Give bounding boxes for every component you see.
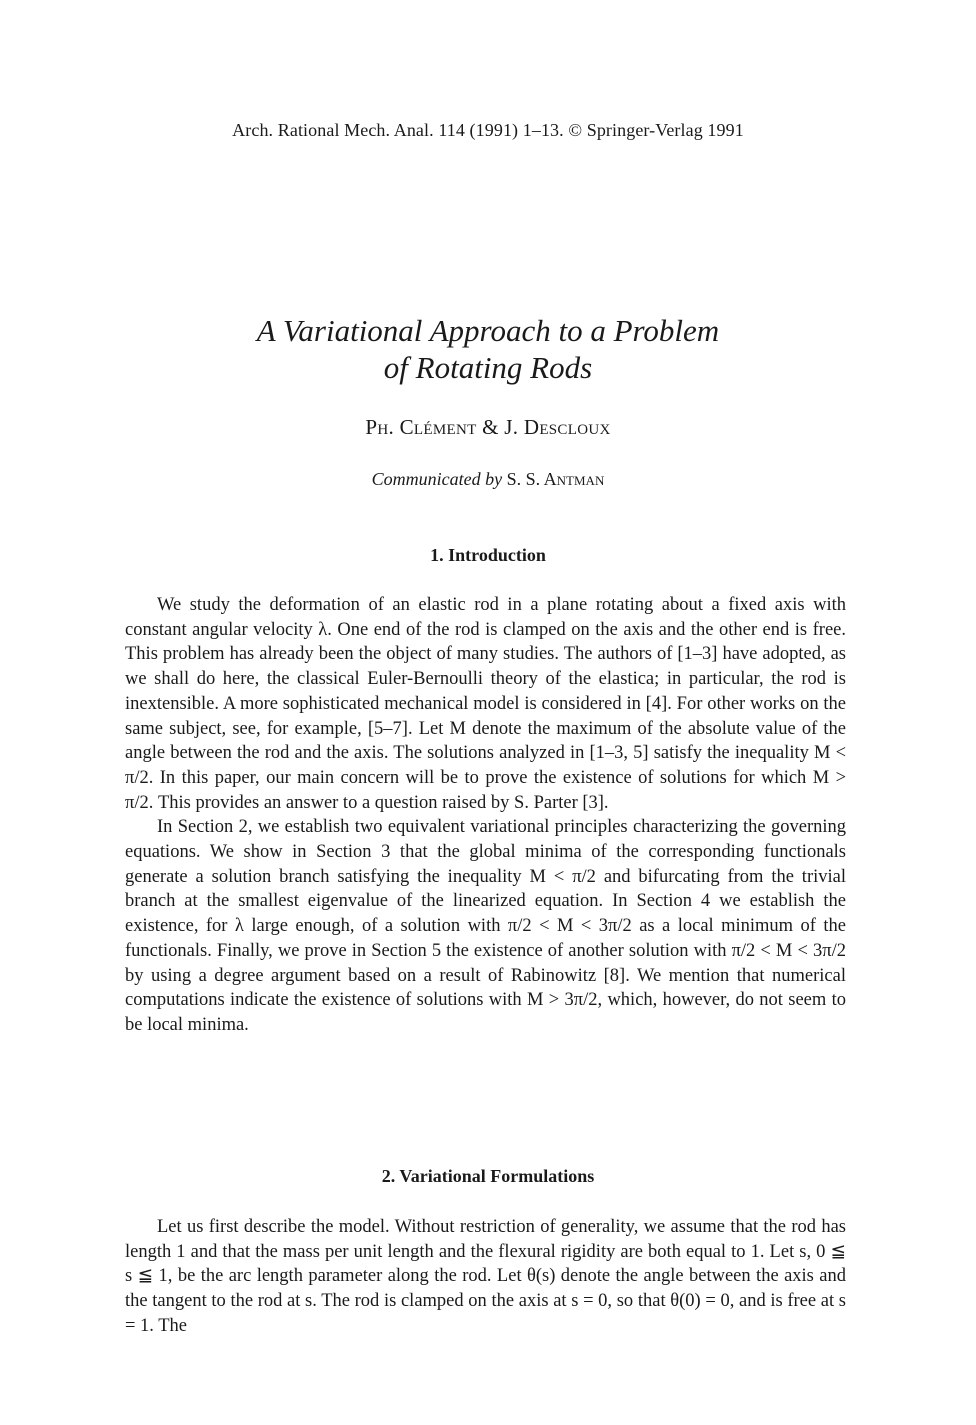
section-heading-introduction: 1. Introduction (430, 545, 546, 565)
section-heading-variational-formulations: 2. Variational Formulations (381, 1166, 595, 1186)
section-body-variational-formulations (125, 1215, 846, 1339)
paper-title (0, 312, 976, 386)
paragraph: In Section 2, we establish two equivalent variational principles characterizing the governing equations. We show in Section 3 that the global minima of the corresponding functionals generate a solution branch satisfying the inequality M < π/2 and bifurcating from the trivial branch at the smallest eigenvalue of the linearized equation. In Section 4 we establish the existence, for λ large enough, of a solution with π/2 < M < 3π/2 as a local minimum of the functionals. Finally, we prove in Section 5 the existence of another solution with π/2 < M < 3π/2 by using a degree argument based on a result of Rabinowitz [8]. We mention that numerical computations indicate the existence of solutions with M > 3π/2, which, however, do not seem to be local minima. (125, 817, 846, 1035)
communicated-by (0, 469, 976, 490)
journal-header: Arch. Rational Mech. Anal. 114 (1991) 1–13. © Springer-Verlag 1991 (232, 120, 744, 140)
paragraph: We study the deformation of an elastic rod in a plane rotating about a fixed axis with constant angular velocity λ. One end of the rod is clamped on the axis and the other end is free. This problem has already been the object of many studies. The authors of [1–3] have adopted, as we shall do here, the classical Euler-Bernoulli theory of the elastica; in particular, the rod is inextensible. A more sophisticated mechanical model is considered in [4]. For other works on the same subject, see, for example, [5–7]. Let M denote the maximum of the absolute value of the angle between the rod and the axis. The solutions analyzed in [1–3, 5] satisfy the inequality M < π/2. In this paper, our main concern will be to prove the existence of solutions for which M > π/2. This provides an answer to a question raised by S. Parter [3]. (125, 595, 846, 813)
communicated-label: Communicated by (371, 469, 503, 489)
title-line-1: A Variational Approach to a Problem (256, 313, 720, 348)
communicator-name: S. S. Antman (506, 469, 605, 489)
title-line-2: of Rotating Rods (383, 350, 593, 385)
paragraph: Let us first describe the model. Without restriction of generality, we assume that the rod has length 1 and that the mass per unit length and the flexural rigidity are both equal to 1. Let s, 0 ≦ s ≦ 1, be the arc length parameter along the rod. Let θ(s) denote the angle between the axis and the tangent to the rod at s. The rod is clamped on the axis at s = 0, so that θ(0) = 0, and is free at s = 1. The (125, 1217, 846, 1336)
author-list: Ph. Clément & J. Descloux (365, 415, 611, 439)
section-body-introduction (125, 593, 846, 1038)
